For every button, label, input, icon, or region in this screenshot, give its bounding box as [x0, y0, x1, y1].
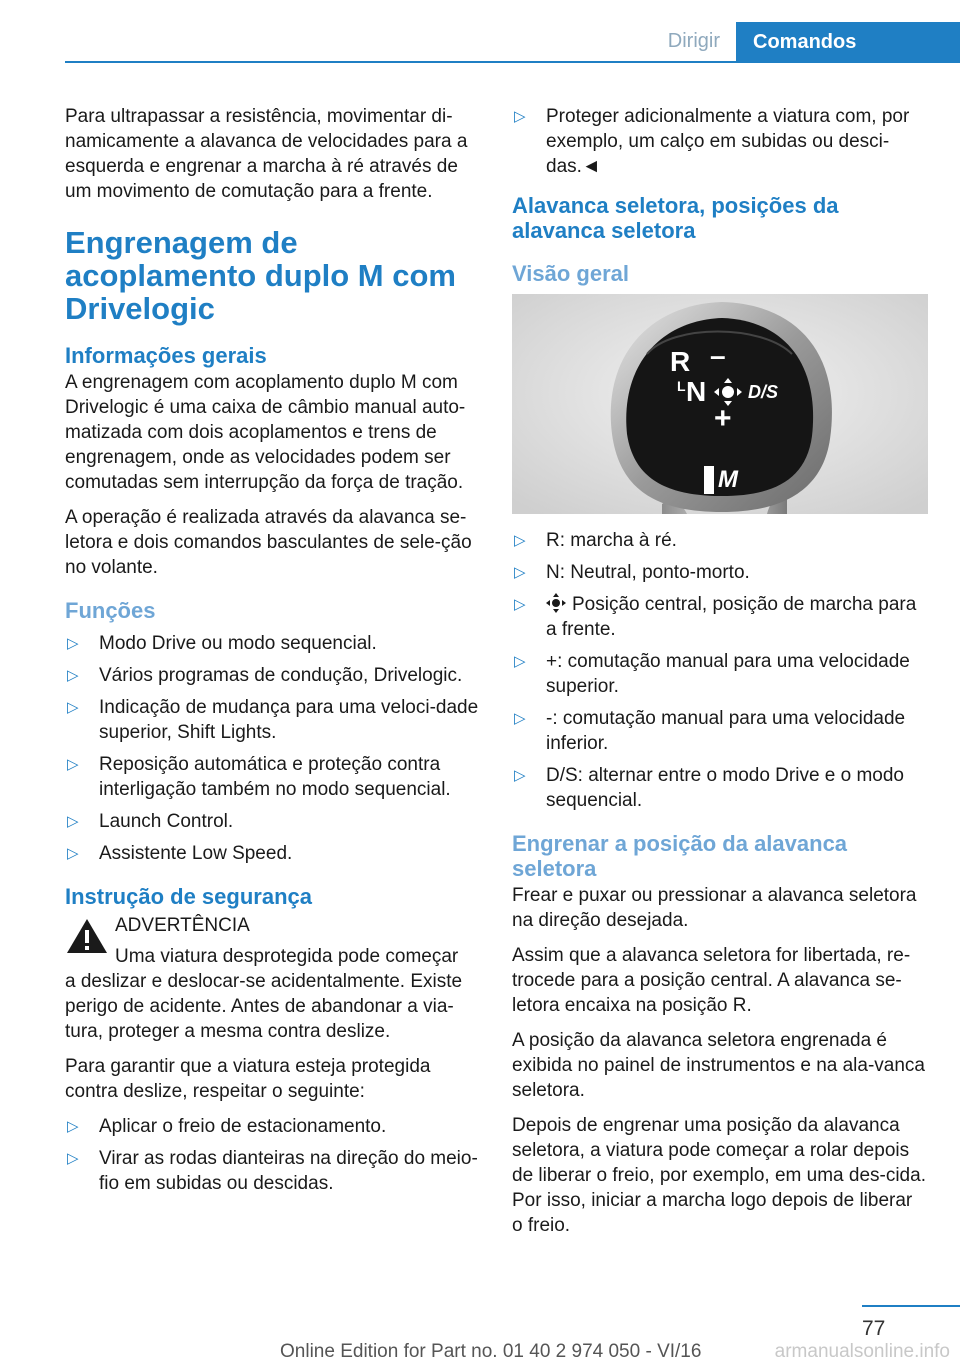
- funcoes-heading: Funções: [65, 598, 156, 623]
- safety-paragraph: Para garantir que a viatura esteja protegida contra deslize, respeitar o seguinte:: [65, 1056, 431, 1102]
- info-paragraph-1: A engrenagem com acoplamento duplo M com Drivelogic é uma caixa de câmbio manual auto-matizada com dois acoplamentos e trens de engrenagem, onde as velocidades podem ser comutadas sem interrupção da força de tração.: [65, 372, 466, 493]
- center-position-icon: [546, 593, 566, 613]
- positions-list: [512, 528, 926, 813]
- knob-label-ds: D/S: [748, 382, 779, 402]
- knob-label-n: N: [686, 376, 707, 407]
- selector-heading: Alavanca seletora, posições da alavanca seletora: [512, 193, 839, 243]
- list-item: ▷ Proteger adicionalmente a viatura com, por exemplo, um calço em subidas ou desci-das.◄: [514, 106, 910, 177]
- engage-paragraph-3: A posição da alavanca seletora engrenada é exibida no painel de instrumentos e na ala-vanca seletora.: [512, 1030, 925, 1101]
- list-item: ▷ Launch Control.: [67, 811, 234, 832]
- funcoes-list: [65, 631, 479, 866]
- bullet-triangle-icon: ▷: [67, 667, 79, 684]
- warning-title: ADVERTÊNCIA: [115, 915, 250, 936]
- knob-label-plus: +: [714, 402, 732, 435]
- list-item: ▷ N: Neutral, ponto-morto.: [514, 562, 750, 583]
- bullet-triangle-icon: ▷: [514, 596, 526, 613]
- list-item: ▷ R: marcha à ré.: [514, 530, 677, 551]
- header-section: Dirigir: [667, 30, 720, 52]
- list-item: ▷ -: comutação manual para uma velocidade inferior.: [514, 708, 906, 754]
- bullet-triangle-icon: ▷: [67, 635, 79, 652]
- gear-selector-photo: [512, 294, 928, 514]
- m-logo: M: [704, 466, 740, 494]
- section-title: Engrenagem de acoplamento duplo M com Drivelogic: [65, 225, 456, 326]
- bullet-triangle-icon: ▷: [514, 710, 526, 727]
- warning-text-rest: a deslizar e deslocar-se acidentalmente. Existe perigo de acidente. Antes de abandonar a via-tura, proteger a mesma contra deslize.: [65, 971, 463, 1042]
- safety-list: [65, 1114, 479, 1196]
- bullet-triangle-icon: ▷: [67, 1150, 79, 1167]
- overview-heading: Visão geral: [512, 261, 629, 286]
- intro-paragraph: Para ultrapassar a resistência, movimentar di-namicamente a alavanca de velocidades para a esquerda e engrenar a marcha à ré através de um movimento de comutação para a frente.: [65, 106, 468, 202]
- warning-text-first: Uma viatura desprotegida pode começar: [115, 946, 459, 967]
- list-item: ▷ Assistente Low Speed.: [67, 843, 293, 864]
- bullet-triangle-icon: ▷: [514, 564, 526, 581]
- list-item: ▷ Virar as rodas dianteiras na direção do meio-fio em subidas ou descidas.: [67, 1148, 478, 1194]
- bullet-triangle-icon: ▷: [514, 532, 526, 549]
- list-item: ▷ Indicação de mudança para uma veloci-dade superior, Shift Lights.: [67, 697, 479, 743]
- bullet-triangle-icon: ▷: [514, 653, 526, 670]
- info-paragraph-2: A operação é realizada através da alavanca se-letora e dois comandos basculantes de sele-ção no volante.: [65, 507, 472, 578]
- edition-note: Online Edition for Part no. 01 40 2 974 050 - VI/16: [280, 1341, 702, 1362]
- list-item: ▷ Vários programas de condução, Drivelogic.: [67, 665, 463, 686]
- page-number: 77: [862, 1317, 886, 1340]
- bullet-triangle-icon: ▷: [67, 1118, 79, 1135]
- bullet-triangle-icon: ▷: [67, 699, 79, 716]
- safety-heading: Instrução de segurança: [65, 884, 312, 909]
- list-item: ▷ Reposição automática e proteção contra interligação também no modo sequencial.: [67, 754, 451, 800]
- bullet-triangle-icon: ▷: [514, 767, 526, 784]
- list-item: ▷ Modo Drive ou modo sequencial.: [67, 633, 377, 654]
- left-column: [65, 104, 479, 1206]
- knob-label-r: R: [670, 346, 691, 377]
- list-item: ▷ Aplicar o freio de estacionamento.: [67, 1116, 387, 1137]
- list-item: ▷ +: comutação manual para uma velocidade superior.: [514, 651, 910, 697]
- header-rule: [65, 61, 960, 63]
- engage-paragraph-2: Assim que a alavanca seletora for libertada, re-trocede para a posição central. A alavanca se-letora encaixa na posição R.: [512, 945, 911, 1016]
- knob-label-l: L: [677, 378, 686, 394]
- bullet-triangle-icon: ▷: [67, 756, 79, 773]
- warning-block: [65, 913, 479, 969]
- knob-label-minus: –: [710, 340, 726, 371]
- footer-rule: [862, 1305, 960, 1307]
- continued-list: [512, 104, 926, 179]
- warning-triangle-icon: [65, 917, 109, 955]
- bullet-triangle-icon: ▷: [67, 845, 79, 862]
- watermark: armanualsonline.info: [774, 1341, 950, 1362]
- info-heading: Informações gerais: [65, 343, 267, 368]
- bullet-triangle-icon: ▷: [514, 108, 526, 125]
- list-item: ▷ D/S: alternar entre o modo Drive e o modo sequencial.: [514, 765, 905, 811]
- bullet-triangle-icon: ▷: [67, 813, 79, 830]
- right-column: [512, 104, 926, 1248]
- engage-paragraph-1: Frear e puxar ou pressionar a alavanca seletora na direção desejada.: [512, 885, 917, 931]
- engage-heading: Engrenar a posição da alavanca seletora: [512, 831, 848, 881]
- header-tab: Comandos: [736, 22, 960, 63]
- engage-paragraph-4: Depois de engrenar uma posição da alavanca seletora, a viatura pode começar a rolar depois de liberar o freio, por exemplo, em uma des-cida. Por isso, iniciar a marcha logo depois de liberar o freio.: [512, 1115, 926, 1236]
- list-item: ▷ Posição central, posição de marcha para a frente.: [514, 594, 917, 640]
